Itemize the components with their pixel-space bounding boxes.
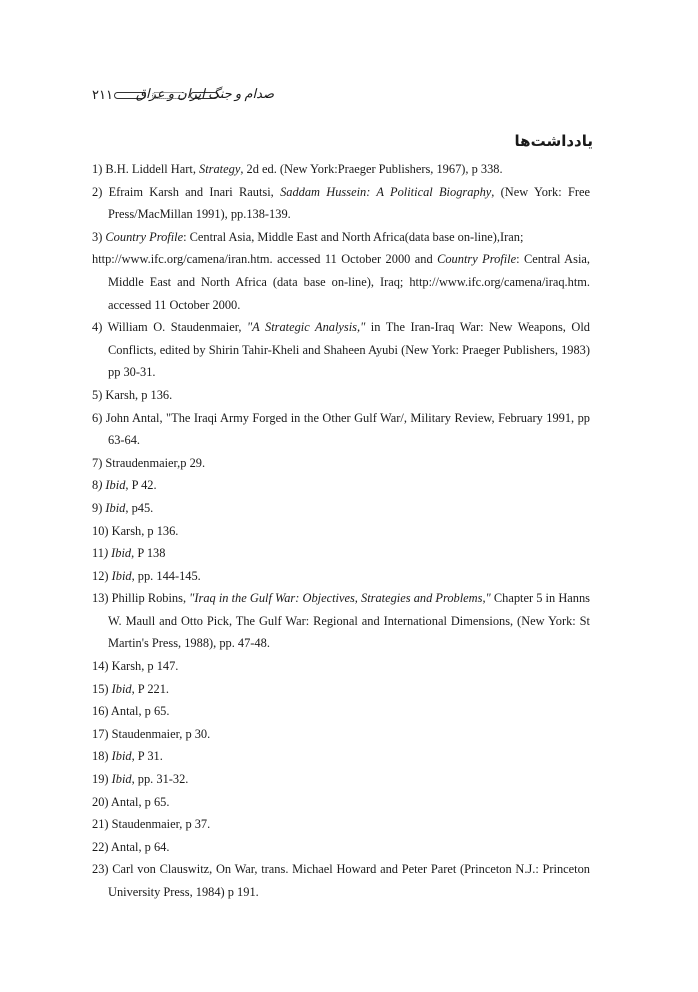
note-item: 4) William O. Staudenmaier, "A Strategic Analysis," in The Iran-Iraq War: New Weapons, Old Conflicts, edited by Shirin Tahir-Kheli and Shaheen Ayubi (New York: Praeger Publishers, 1983) pp 30-31. — [92, 320, 590, 380]
note-item: 3) Country Profile: Central Asia, Middle East and North Africa(data base on-line),Iran; — [92, 229, 524, 244]
note-item: 17) Staudenmaier, p 30. — [92, 726, 211, 741]
note-item: 22) Antal, p 64. — [92, 839, 170, 854]
note-item: 9) Ibid, p45. — [92, 500, 154, 515]
note-item: 13) Phillip Robins, "Iraq in the Gulf War: Objectives, Strategies and Problems," Chapter 5 in Hanns W. Maull and Otto Pick, The Gulf War: Regional and International Dimensions, (New York: St Martin's Press, 1988), pp. 47-48. — [92, 591, 590, 651]
note-item: 11) Ibid, P 138 — [92, 546, 166, 561]
note-item: 14) Karsh, p 147. — [92, 659, 179, 674]
running-title: صدام و جنگ ایران و عراق — [135, 86, 274, 101]
note-item: 5) Karsh, p 136. — [92, 387, 173, 402]
note-item: 21) Staudenmaier, p 37. — [92, 817, 211, 832]
running-header — [92, 86, 274, 106]
note-item: 1) B.H. Liddell Hart, Strategy, 2d ed. (New York:Praeger Publishers, 1967), p 338. — [92, 162, 503, 176]
note-item: 12) Ibid, pp. 144-145. — [92, 568, 201, 583]
note-item: 7) Straudenmaier,p 29. — [92, 455, 206, 470]
note-item: 16) Antal, p 65. — [92, 704, 170, 719]
note-item: 8) Ibid, P 42. — [92, 478, 157, 493]
note-item: 10) Karsh, p 136. — [92, 523, 179, 538]
note-item: 23) Carl von Clauswitz, On War, trans. Michael Howard and Peter Paret (Princeton N.J.: Princeton University Press, 1984) p 191. — [92, 862, 590, 899]
section-heading: یادداشت‌ها — [514, 132, 593, 150]
page-number: ۲۱۱ — [92, 87, 113, 102]
note-item: 18) Ibid, P 31. — [92, 749, 163, 764]
note-item: 20) Antal, p 65. — [92, 794, 170, 809]
note-item: 19) Ibid, pp. 31-32. — [92, 772, 189, 787]
notes-list — [92, 158, 590, 904]
note-item: 2) Efraim Karsh and Inari Rautsi, Saddam Hussein: A Political Biography, (New York: Free Press/MacMillan 1991), pp.138-139. — [92, 184, 590, 222]
note-item: http://www.ifc.org/camena/iran.htm. accessed 11 October 2000 and Country Profile: Central Asia, Middle East and North Africa (data base on-line), Iraq; http://www.ifc.org/camena/iraq.htm. accessed 11 October 2000. — [92, 252, 590, 312]
note-item: 6) John Antal, "The Iraqi Army Forged in the Other Gulf War/, Military Review, February 1991, pp 63-64. — [92, 410, 590, 448]
note-item: 15) Ibid, P 221. — [92, 681, 170, 696]
